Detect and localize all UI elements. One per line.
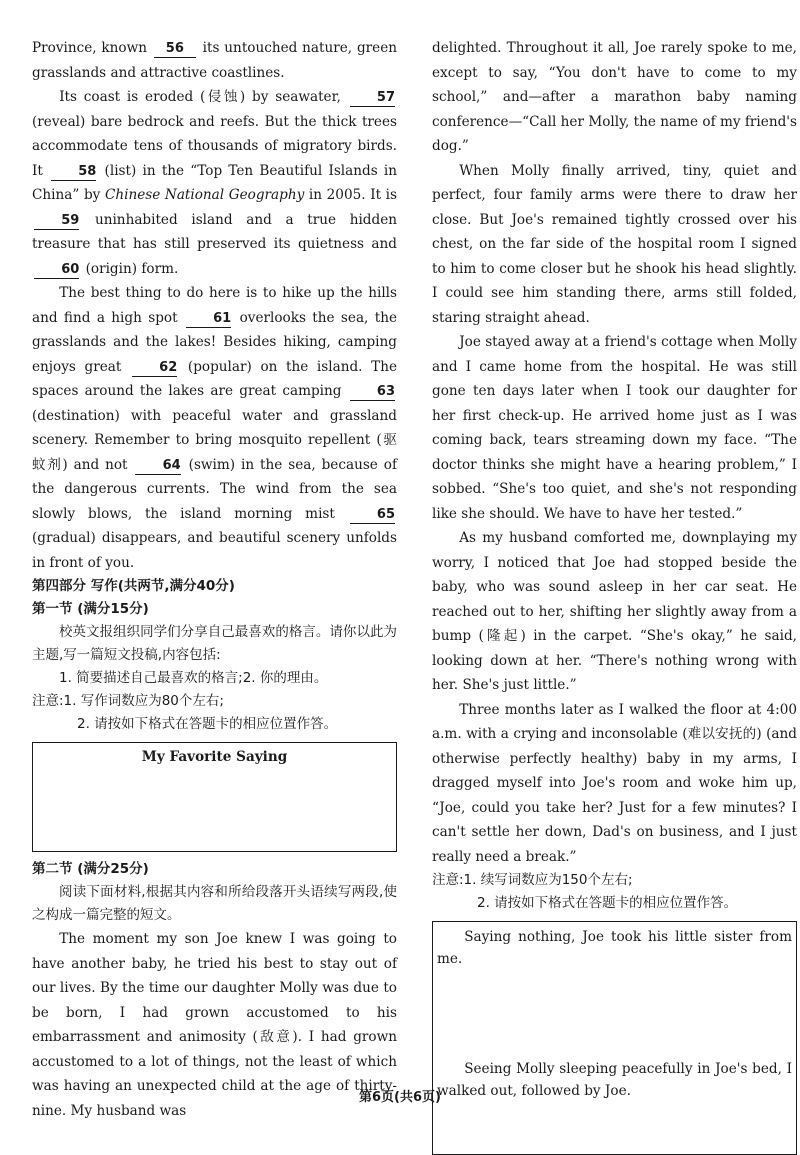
- blank-65: 65: [350, 507, 395, 524]
- right-column: [432, 36, 797, 1155]
- answer-box-favorite-saying[interactable]: [32, 742, 397, 852]
- section-one-heading: 第一节 (满分15分): [32, 601, 149, 617]
- continuation-opening-2: Seeing Molly sleeping peacefully in Joe's bed, I walked out, followed by Joe.: [437, 1061, 792, 1099]
- left-column: [32, 36, 397, 1123]
- story-paragraph-1: The moment my son Joe knew I was going to have another baby, he tried his best to stay out of our lives. By the time our daughter Molly was due to be born, I had grown accustomed to his embarrassment and animosity (敌意). I had grown accustomed to a lot of things, not the least of which was having an unexpected child at the age of thirty-nine. My husband was: [32, 931, 397, 1119]
- story-paragraph-6: Three months later as I walked the floor at 4:00 a.m. with a crying and inconsolable (难以安抚的) (and otherwise perfectly healthy) baby in my arms, I dragged myself into Joe's room and woke him up, “Joe, could you take her? Just for a few minutes? I can't settle her down, Dad's on business, and I just really need a break.”: [432, 701, 797, 865]
- blank-64: 64: [135, 458, 180, 475]
- page-footer: 第6页(共6页): [359, 1090, 441, 1105]
- task-one-instructions: 校英文报组织同学们分享自己最喜欢的格言。请你以此为主题,写一篇短文投稿,内容包括:: [32, 624, 397, 663]
- story-paragraph-5: As my husband comforted me, downplaying my worry, I noticed that Joe had stopped beside the baby, who was sound asleep in her car seat. He reached out to her, shifting her slightly away from a bump (隆起) in the carpet. “She's okay,” he said, looking down at her. “There's nothing wrong with her. She's just little.”: [432, 530, 797, 693]
- blank-59: 59: [34, 213, 79, 230]
- story-paragraph-4: Joe stayed away at a friend's cottage when Molly and I came home from the hospital. He was still gone ten days later when I took our daughter for her first check-up. He arrived home just as I was coming back, tears streaming down my face. “The doctor thinks she might have a hearing problem,” I sobbed. “She's too quiet, and she's not responding like she should. We have to have her tested.”: [432, 334, 797, 522]
- blank-60: 60: [34, 262, 79, 279]
- continuation-note-word-count: 注意:1. 续写词数应为150个左右;: [432, 872, 633, 888]
- task-two-instructions: 阅读下面材料,根据其内容和所给段落开头语续写两段,使之构成一篇完整的短文。: [32, 884, 397, 923]
- paragraph-intro: Province, known 56 its untouched nature, green grasslands and attractive coastlines.: [32, 40, 397, 81]
- blank-61: 61: [186, 311, 231, 328]
- answer-box-continuation[interactable]: [432, 921, 797, 1155]
- note-format: 2. 请按如下格式在答题卡的相应位置作答。: [77, 716, 338, 732]
- section-two-heading: 第二节 (满分25分): [32, 861, 149, 877]
- blank-63: 63: [350, 384, 395, 401]
- story-paragraph-2: delighted. Throughout it all, Joe rarely spoke to me, except to say, “You don't have to come to my school,” and—after a marathon baby naming conference—“Call her Molly, the name of my friend's dog.”: [432, 40, 797, 154]
- story-paragraph-3: When Molly finally arrived, tiny, quiet and perfect, four family arms were there to draw her close. But Joe's remained tightly crossed over his chest, on the far side of the hospital room I signed to him to come closer but he shook his head slightly. I could see him standing there, arms still folded, staring straight ahead.: [432, 162, 797, 326]
- paragraph-coast: Its coast is eroded (侵蚀) by seawater, 57 (reveal) bare bedrock and reefs. But the thick trees accommodate tens of thousands of migratory birds. It 58 (list) in the “Top Ten Beautiful Islands in China” by Chinese National Geography in 2005. It is 59 uninhabited island and a true hidden treasure that has still preserved its quietness and 60 (origin) form.: [32, 89, 397, 277]
- blank-56: 56: [154, 41, 196, 58]
- blank-57: 57: [350, 90, 395, 107]
- continuation-opening-1: Saying nothing, Joe took his little sister from me.: [437, 929, 792, 967]
- blank-62: 62: [132, 360, 177, 377]
- blank-58: 58: [51, 164, 96, 181]
- note-word-count: 注意:1. 写作词数应为80个左右;: [32, 693, 224, 709]
- paragraph-hiking: The best thing to do here is to hike up the hills and find a high spot 61 overlooks the sea, the grasslands and the lakes! Besides hiking, camping enjoys great 62 (popular) on the island. The spaces around the lakes are great camping 63 (destination) with peaceful water and grassland scenery. Remember to bring mosquito repellent (驱蚊剂) and not 64 (swim) in the sea, because of the dangerous currents. The wind from the sea slowly blows, the island morning mist 65 (gradual) disappears, and beautiful scenery unfolds in front of you.: [32, 285, 398, 571]
- part-four-heading: 第四部分 写作(共两节,满分40分): [32, 578, 235, 594]
- task-one-items: 1. 简要描述自己最喜欢的格言;2. 你的理由。: [59, 670, 328, 686]
- answer-box-title: My Favorite Saying: [141, 749, 288, 765]
- continuation-note-format: 2. 请按如下格式在答题卡的相应位置作答。: [477, 895, 738, 911]
